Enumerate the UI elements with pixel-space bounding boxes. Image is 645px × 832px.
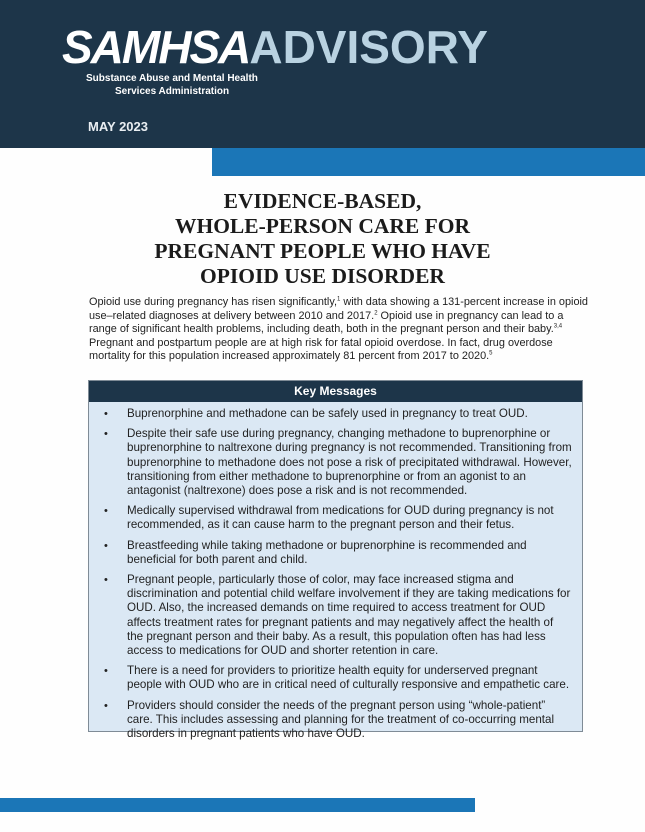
key-messages-box [88,380,583,741]
key-messages-heading: Key Messages [89,381,582,402]
publication-date: MAY 2023 [88,119,148,134]
bullet-icon: • [104,408,108,420]
footnote-ref-3-4: 3,4 [553,323,563,330]
key-message-text: Pregnant people, particularly those of color, may face increased stigma and discrimination and potential child welfare involvement if they are taking medications for OUD. Also, the increased demands on time required to access treatment for OUD affects treatment rates for pregnant patients and may negatively affect the health of the pregnant person and their baby. As a result, this population often has had less access to medications for OUD and shorter retention in care. [127,573,571,658]
organization-name [86,72,258,98]
title-line-4: OPIOID USE DISORDER [200,264,445,288]
intro-text-4: Pregnant and postpartum people are at high risk for fatal opioid overdose. In fact, drug overdose mortality for this population increased approximately 81 percent from 2017 to 2020. [89,336,553,363]
decorative-blue-bar-bottom [0,798,475,812]
bullet-icon: • [104,428,108,441]
key-message-text: Despite their safe use during pregnancy, changing methadone to buprenorphine or buprenorphine to naltrexone during pregnancy is not recommended. Transitioning from buprenorphine to methadone does not pose a risk of precipitated withdrawal. However, transitioning from either methadone to buprenorphine or from an agonist to an antagonist (naltrexone) does pose a risk and is not recommended. [127,427,572,498]
title-line-3: PREGNANT PEOPLE WHO HAVE [154,239,491,263]
key-messages-list [89,402,582,741]
key-message-item [89,504,572,532]
intro-text-1: Opioid use during pregnancy has risen significantly, [89,296,338,308]
logo-advisory-text: ADVISORY [249,21,488,73]
key-message-item [89,573,572,658]
key-message-item [89,407,572,421]
footnote-ref-5: 5 [489,350,493,357]
intro-text-3: Opioid use in pregnancy can lead to a range of significant health problems, including death, both in the pregnant person and their baby. [89,309,564,336]
header-banner [0,0,645,148]
footnote-ref-1: 1 [337,296,341,303]
intro-paragraph [89,296,589,364]
key-message-text: Breastfeeding while taking methadone or buprenorphine is recommended and beneficial for both parent and child. [127,538,527,566]
decorative-blue-bar-top [212,148,645,176]
key-message-item [89,539,572,567]
key-message-text: Buprenorphine and methadone can be safely used in pregnancy to treat OUD. [127,407,528,420]
document-title [0,189,645,289]
intro-text-2: with data showing a 131-percent increase in opioid use–related diagnoses at delivery between 2010 and 2017. [89,296,588,322]
key-message-text: Providers should consider the needs of the pregnant person using “whole-patient” care. This includes assessing and planning for the treatment of co-occurring mental disorders in pregnant patients who have OUD. [127,698,555,741]
bullet-icon: • [104,505,108,518]
key-message-text: Medically supervised withdrawal from medications for OUD during pregnancy is not recommended, as it can cause harm to the pregnant person and their fetus. [127,504,554,532]
samhsa-advisory-logo [62,21,488,73]
key-message-item [89,699,572,742]
bullet-icon: • [104,665,108,678]
bullet-icon: • [104,574,108,587]
title-line-2: WHOLE-PERSON CARE FOR [174,214,471,238]
footnote-ref-2: 2 [374,309,378,316]
bullet-icon: • [104,699,108,712]
logo-samhsa-text: SAMHSA [62,21,250,73]
title-line-1: EVIDENCE-BASED, [223,189,422,213]
key-message-item [89,427,572,498]
key-message-text: There is a need for providers to prioritize health equity for underserved pregnant people with OUD who are in critical need of culturally responsive and empathetic care. [127,664,570,692]
org-line-1: Substance Abuse and Mental Health [86,73,258,84]
org-line-2: Services Administration [115,86,230,97]
key-message-item [89,664,572,692]
bullet-icon: • [104,539,108,552]
